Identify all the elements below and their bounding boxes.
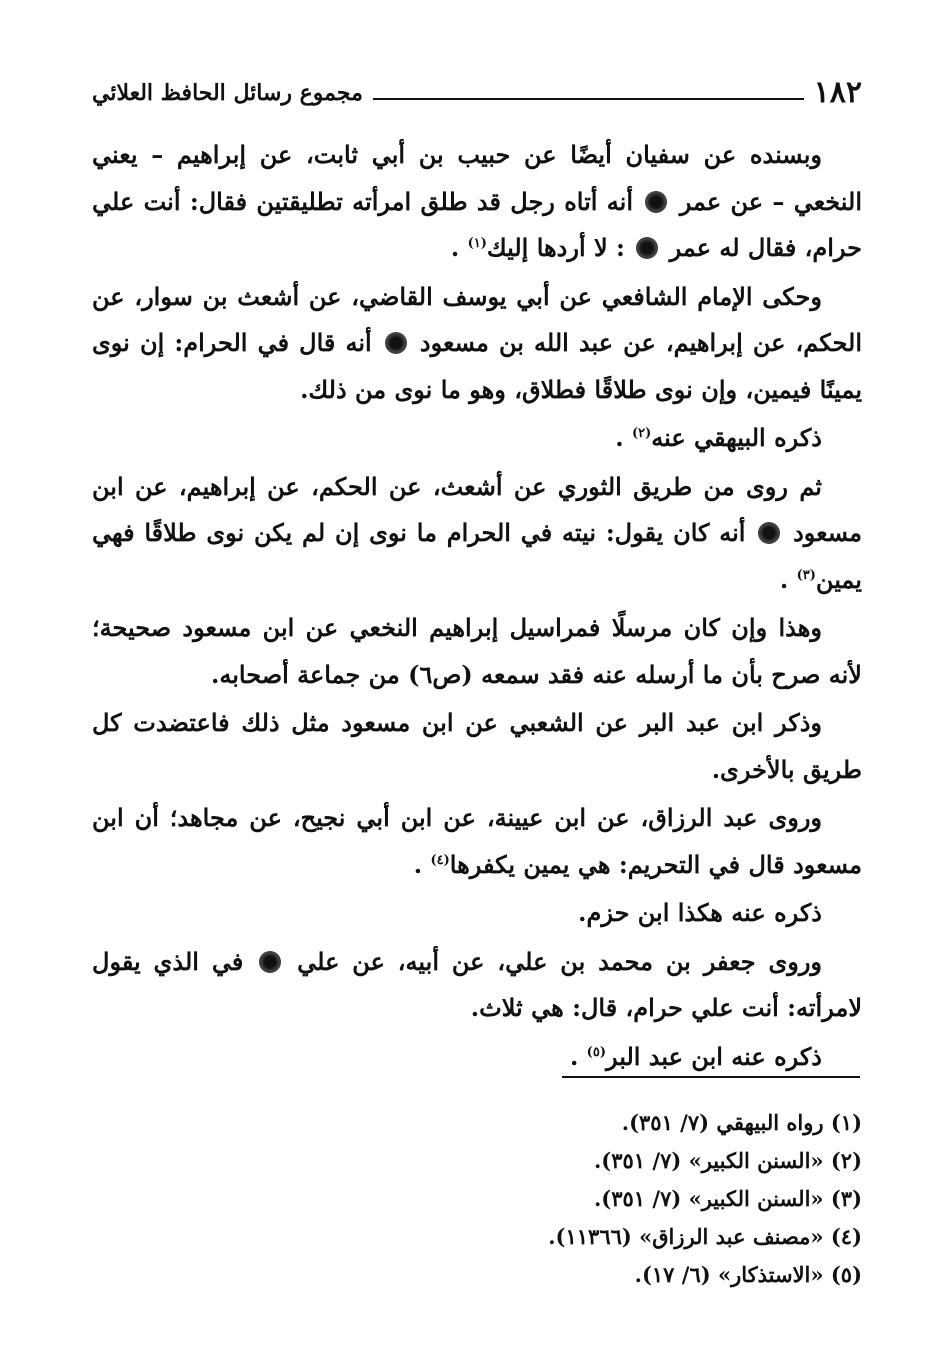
honorific-icon [645, 191, 667, 213]
footnote-marker: (٤) [430, 852, 450, 868]
honorific-icon [259, 951, 281, 973]
footnote-separator [562, 1076, 860, 1078]
paragraph-1 [92, 132, 862, 272]
paragraph-text: ذكره البيهقي عنه [651, 423, 822, 452]
footnote-3: (٣) «السنن الكبير» (٧/ ٣٥١). [593, 1186, 862, 1211]
footnote-5: (٥) «الاستذكار» (٦/ ١٧). [634, 1262, 862, 1287]
paragraph-text: . [450, 233, 460, 262]
honorific-icon [385, 332, 407, 354]
honorific-icon [758, 522, 780, 544]
running-title: مجموع رسائل الحافظ العلائي [92, 80, 363, 106]
page-number: ١٨٢ [813, 75, 862, 110]
paragraph-text: أنه قال في الحرام: إن نوى يمينًا فيمين، وإن نوى طلاقًا فطلاق، وهو ما نوى من ذلك. [92, 328, 862, 404]
paragraph-text: : لا أردها إليك [486, 233, 625, 262]
paragraph-10 [92, 1034, 862, 1081]
paragraph-3 [92, 415, 862, 462]
footnote-marker: (٣) [796, 567, 816, 583]
paragraph-text: . [569, 1041, 579, 1071]
paragraph-7 [92, 795, 862, 888]
paragraph-5 [92, 605, 862, 698]
paragraph-text: . [413, 849, 423, 879]
page-header [92, 70, 862, 110]
footnote-marker: (٥) [586, 1044, 606, 1060]
paragraph-text: وروى عبد الرزاق، عن ابن عيينة، عن ابن أبي نجيح، عن مجاهد؛ أن ابن مسعود قال في التحريم: هي يمين يكفرها [92, 803, 862, 879]
footnote-marker: (٢) [631, 426, 652, 441]
paragraph-9 [92, 939, 862, 1032]
footnote-1: (١) رواه البيهقي (٧/ ٣٥١). [621, 1110, 862, 1135]
honorific-icon [636, 237, 658, 259]
footnote-marker: (١) [467, 236, 487, 251]
footnote-4: (٤) «مصنف عبد الرزاق» (١١٣٦٦). [548, 1224, 862, 1249]
header-rule [373, 98, 804, 100]
paragraph-text: وحكى الإمام الشافعي عن أبي يوسف القاضي، عن أشعث بن سوار، عن الحكم، عن إبراهيم، عن عبد الله بن مسعود [92, 281, 862, 357]
paragraph-4 [92, 464, 862, 604]
footnotes [92, 1104, 862, 1294]
footnote-2: (٢) «السنن الكبير» (٧/ ٣٥١). [593, 1148, 862, 1173]
paragraph-6 [92, 700, 862, 793]
paragraph-text: ثم روى من طريق الثوري عن أشعث، عن الحكم، عن إبراهيم، عن ابن مسعود [92, 471, 863, 547]
main-text [92, 132, 862, 1082]
paragraph-text: ذكره عنه ابن عبد البر [605, 1041, 822, 1071]
paragraph-text: وبسنده عن سفيان أيضًا عن حبيب بن أبي ثابت، عن إبراهيم – يعني النخعي – عن عمر [92, 140, 863, 216]
paragraph-text: أنه أتاه رجل قد طلق امرأته تطليقتين فقال: أنت علي حرام، فقال له عمر [92, 186, 862, 262]
paragraph-8 [92, 890, 862, 937]
paragraph-text: وهذا وإن كان مرسلًا فمراسيل إبراهيم النخعي عن ابن مسعود صحيحة؛ لأنه صرح بأن ما أرسله عنه فقد سمعه (ص٦) من جماعة أصحابه. [92, 613, 862, 689]
paragraph-text: وروى جعفر بن محمد بن علي، عن أبيه، عن علي [297, 946, 822, 976]
paragraph-text: في الذي يقول لامرأته: أنت علي حرام، قال: هي ثلاث. [92, 946, 862, 1022]
paragraph-text: ذكره عنه هكذا ابن حزم. [578, 898, 822, 927]
paragraph-text: أنه كان يقول: نيته في الحرام ما نوى إن لم يكن نوى طلاقًا فهي يمين [92, 518, 862, 594]
paragraph-text: . [615, 423, 624, 452]
paragraph-text: وذكر ابن عبد البر عن الشعبي عن ابن مسعود مثل ذلك فاعتضدت كل طريق بالأخرى. [92, 708, 862, 784]
paragraph-text: . [779, 564, 789, 594]
paragraph-2 [92, 274, 862, 414]
